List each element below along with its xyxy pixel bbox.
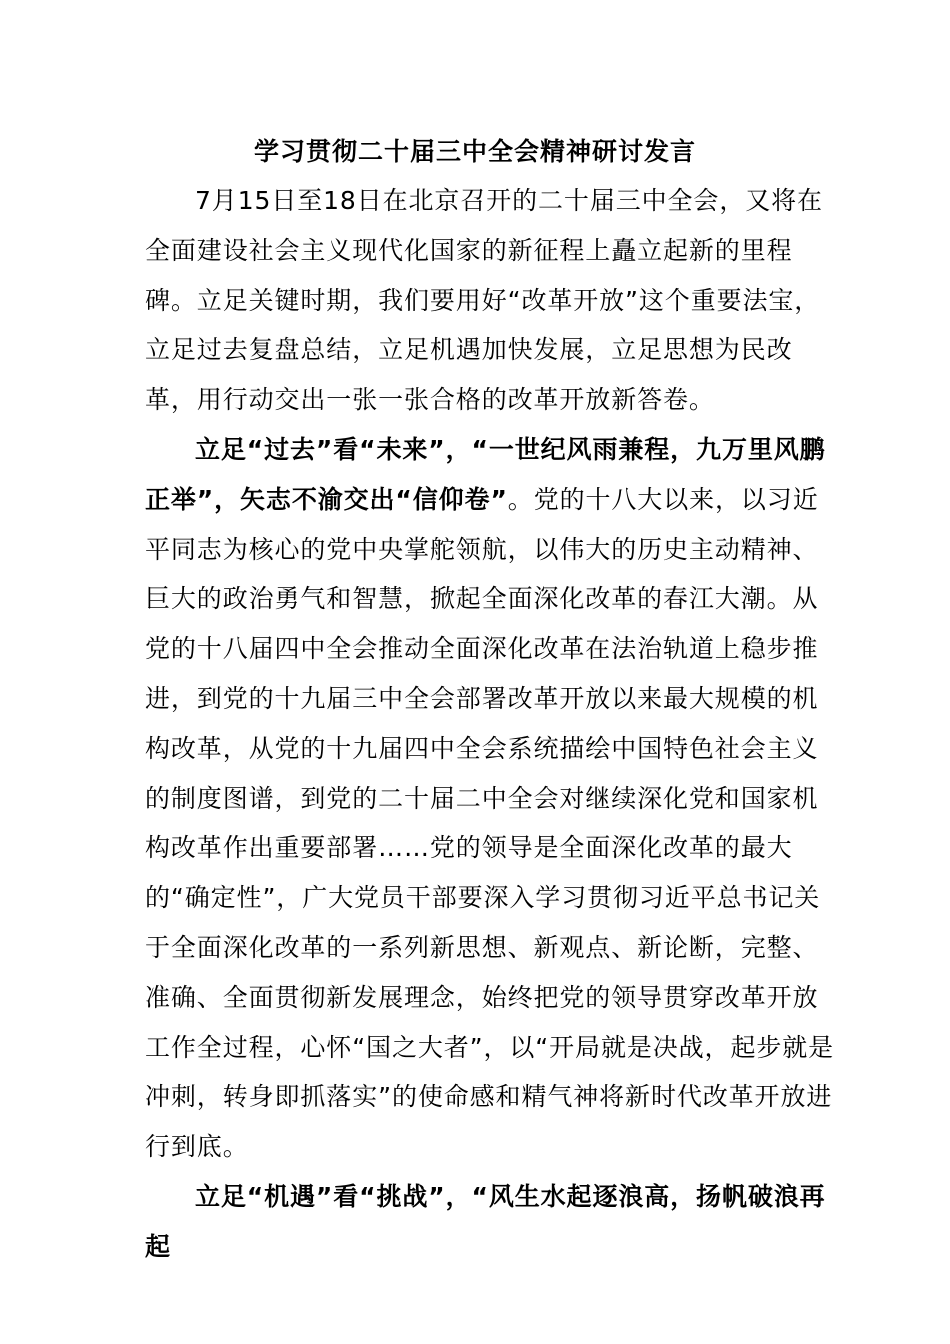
document-title: 学习贯彻二十届三中全会精神研讨发言 <box>253 137 696 166</box>
paragraph-bold-lead: 立足“过去”看“未来”，“一世纪风雨兼程，九万里风鹏正举”，矢志不渝交出“信仰卷” <box>145 434 826 514</box>
paragraph-opportunity-challenge <box>145 1172 835 1272</box>
paragraph-text: 7月15日至18日在北京召开的二十届三中全会，又将在全面建设社会主义现代化国家的新征程上矗立起新的里程碑。立足关键时期，我们要用好“改革开放”这个重要法宝，立足过去复盘总结，立足机遇加快发展，立足思想为民改革，用行动交出一张一张合格的改革开放新答卷。 <box>145 186 823 415</box>
paragraph-past-future <box>145 425 835 1172</box>
document-body <box>145 176 835 1272</box>
paragraph-bold-lead: 立足“机遇”看“挑战”，“风生水起逐浪高，扬帆破浪再起 <box>145 1181 826 1261</box>
paragraph-intro <box>145 176 835 425</box>
paragraph-text: 。党的十八大以来，以习近平同志为核心的党中央掌舵领航，以伟大的历史主动精神、巨大的政治勇气和智慧，掀起全面深化改革的春江大潮。从党的十八届四中全会推动全面深化改革在法治轨道上稳步推进，到党的十九届三中全会部署改革开放以来最大规模的机构改革，从党的十九届四中全会系统描绘中国特色社会主义的制度图谱，到党的二十届二中全会对继续深化党和国家机构改革作出重要部署……党的领导是全面深化改革的最大的“确定性”，广大党员干部要深入学习贯彻习近平总书记关于全面深化改革的一系列新思想、新观点、新论断，完整、准确、全面贯彻新发展理念，始终把党的领导贯穿改革开放工作全过程，心怀“国之大者”，以“开局就是决战，起步就是冲刺，转身即抓落实”的使命感和精气神将新时代改革开放进行到底。 <box>145 484 835 1162</box>
